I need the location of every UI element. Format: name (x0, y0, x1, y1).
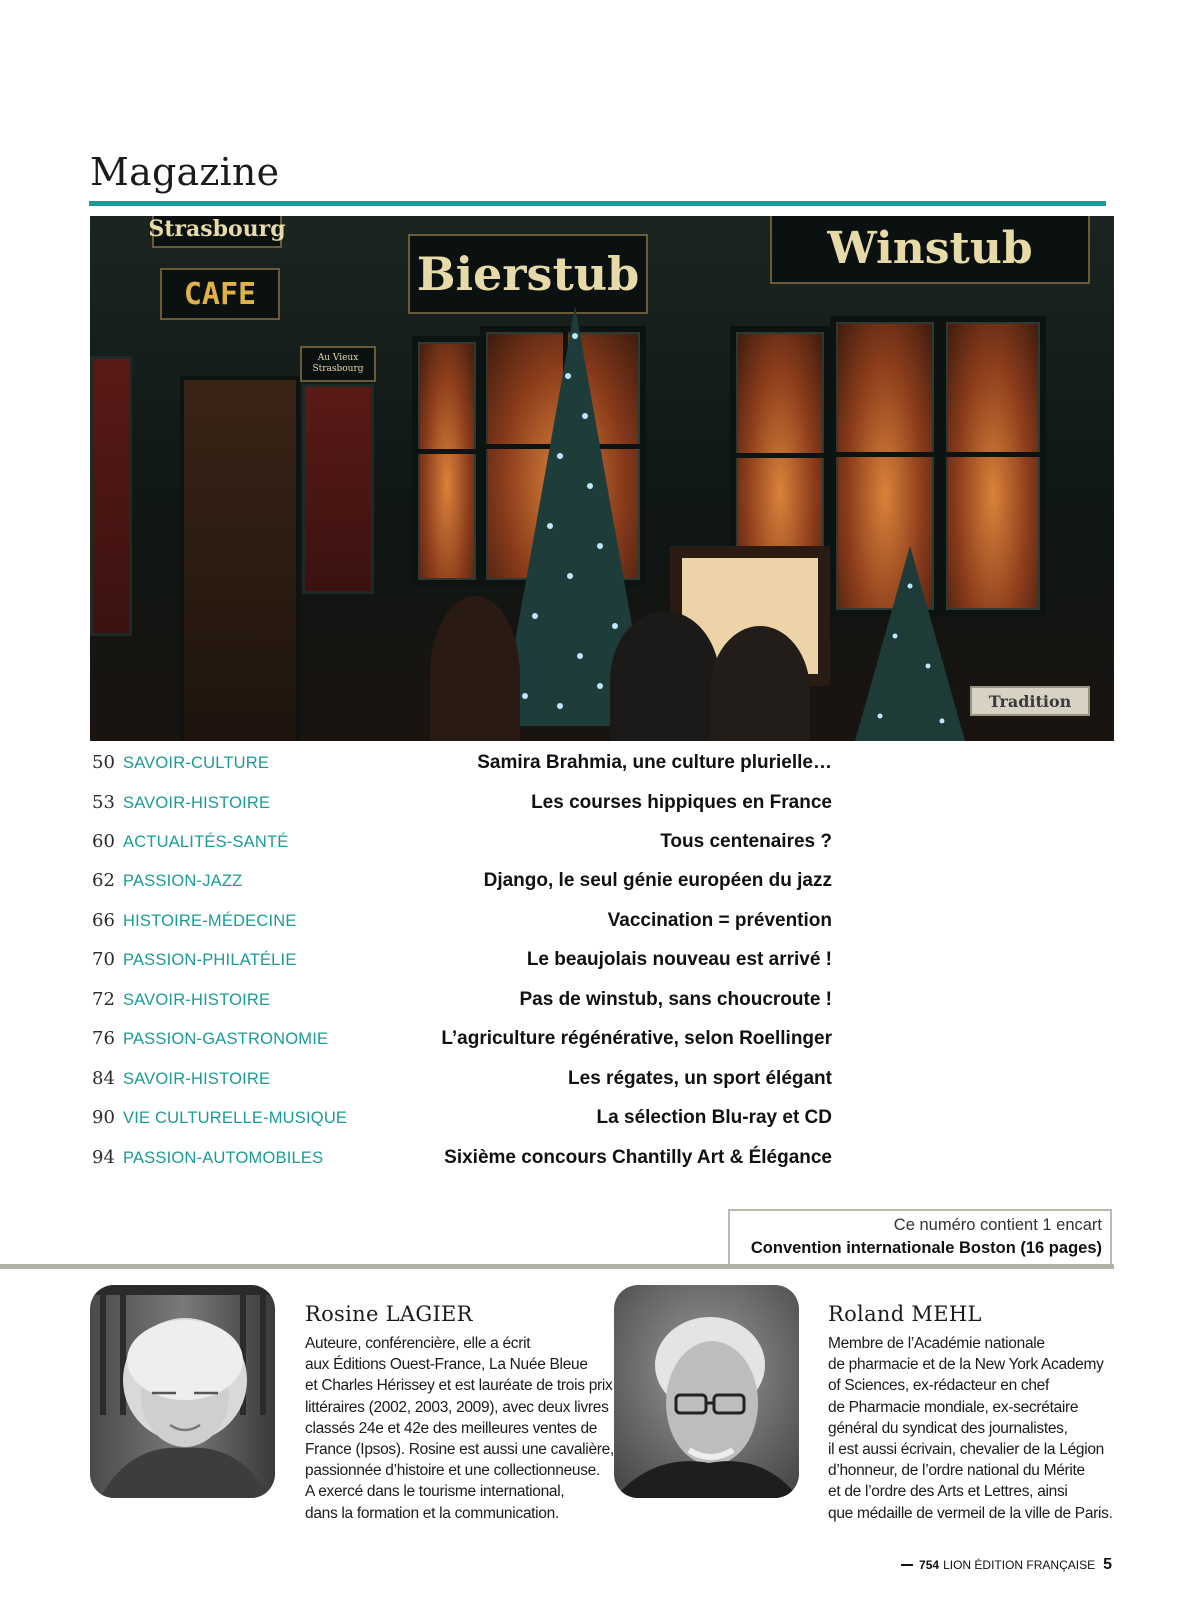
toc-title: Vaccination = prévention (607, 910, 832, 931)
toc-title: Pas de winstub, sans choucroute ! (519, 989, 832, 1010)
sign-small: Au Vieux Strasbourg (300, 346, 376, 382)
toc-category: HISTOIRE-MÉDECINE (123, 912, 297, 930)
footer-page-number: 5 (1103, 1556, 1112, 1573)
toc-page-number: 60 (92, 831, 115, 852)
toc-row[interactable] (92, 870, 832, 900)
author-bio-line: et de l’ordre des Arts et Lettres, ainsi (828, 1483, 1068, 1501)
toc-category: PASSION-PHILATÉLIE (123, 951, 297, 969)
toc-title: Samira Brahmia, une culture plurielle… (477, 752, 832, 773)
toc-title: Les régates, un sport élégant (568, 1068, 832, 1089)
author-bio-line: il est aussi écrivain, chevalier de la Légion (828, 1441, 1104, 1459)
author-bio-line: de pharmacie et de la New York Academy (828, 1356, 1104, 1374)
toc-page-number: 50 (92, 752, 115, 773)
toc-title: Tous centenaires ? (660, 831, 832, 852)
red-panel-ornate (302, 384, 374, 594)
toc-category: SAVOIR-HISTOIRE (123, 1070, 271, 1088)
authors-divider (0, 1264, 1114, 1269)
toc-page-number: 62 (92, 870, 115, 891)
author-bio-line: France (Ipsos). Rosine est aussi une cavalière, (305, 1441, 614, 1459)
toc-category: SAVOIR-HISTOIRE (123, 794, 271, 812)
toc-category: PASSION-GASTRONOMIE (123, 1030, 329, 1048)
sign-bierstub: Bierstub (408, 234, 648, 314)
toc-page-number: 53 (92, 792, 115, 813)
author-name: Rosine LAGIER (305, 1302, 473, 1326)
author-bio-line: d’honneur, de l’ordre national du Mérite (828, 1462, 1085, 1480)
toc-row[interactable] (92, 949, 832, 979)
author-bio-line: littéraires (2002, 2003, 2009), avec deux livres (305, 1398, 609, 1416)
author-bio-line: passionnée d’histoire et une collectionneuse. (305, 1462, 600, 1480)
author-photo-rosine (90, 1285, 275, 1498)
door (180, 376, 300, 741)
section-divider (89, 201, 1106, 206)
toc-category: VIE CULTURELLE-MUSIQUE (123, 1109, 348, 1127)
toc-row[interactable] (92, 792, 832, 822)
cover-photo (90, 216, 1114, 741)
toc-title: Le beaujolais nouveau est arrivé ! (526, 949, 832, 970)
sign-tradition: Tradition (970, 686, 1090, 716)
toc-page-number: 84 (92, 1068, 115, 1089)
toc-row[interactable] (92, 752, 832, 782)
section-title: Magazine (90, 150, 280, 194)
toc-title: Django, le seul génie européen du jazz (483, 870, 832, 891)
insert-notice-line2: Convention internationale Boston (16 pages) (750, 1239, 1102, 1257)
red-panel-left (90, 356, 132, 636)
toc-row[interactable] (92, 831, 832, 861)
author-bio (305, 1333, 614, 1524)
toc-row[interactable] (92, 910, 832, 940)
christmas-tree-small (850, 546, 970, 741)
toc-category: ACTUALITÉS-SANTÉ (123, 833, 289, 851)
author-name: Roland MEHL (828, 1302, 982, 1326)
sign-cafe: CAFE (160, 268, 280, 320)
toc-row[interactable] (92, 989, 832, 1019)
toc-row[interactable] (92, 1147, 832, 1177)
author-bio-line: que médaille de vermeil de la ville de Paris. (828, 1504, 1113, 1522)
author-photo-roland (614, 1285, 799, 1498)
insert-notice (728, 1209, 1112, 1268)
toc-title: La sélection Blu-ray et CD (596, 1107, 832, 1128)
author-bio-line: Auteure, conférencière, elle a écrit (305, 1335, 531, 1352)
author-bio-line: Membre de l’Académie nationale (828, 1335, 1045, 1352)
toc-category: PASSION-JAZZ (123, 872, 243, 890)
toc-row[interactable] (92, 1107, 832, 1137)
footer-publication: LION ÉDITION FRANÇAISE (943, 1558, 1096, 1572)
person-2 (610, 611, 720, 741)
footer-issue-number: 754 (919, 1558, 940, 1572)
author-bio-line: général du syndicat des journalistes, (828, 1419, 1068, 1437)
sign-strasbourg: Strasbourg (152, 216, 282, 248)
page-footer (901, 1556, 1112, 1574)
toc-category: SAVOIR-CULTURE (123, 754, 270, 772)
toc-row[interactable] (92, 1028, 832, 1058)
author-bio-line: et Charles Hérissey et est lauréate de trois prix (305, 1377, 613, 1395)
sign-winstub: Winstub (770, 216, 1090, 284)
author-bio-line: aux Éditions Ouest-France, La Nuée Bleue (305, 1356, 588, 1374)
toc-title: Sixième concours Chantilly Art & Élégance (444, 1147, 832, 1168)
toc-title: Les courses hippiques en France (531, 792, 832, 813)
author-bio (828, 1333, 1113, 1524)
toc-category: PASSION-AUTOMOBILES (123, 1149, 324, 1167)
toc-row[interactable] (92, 1068, 832, 1098)
toc-page-number: 90 (92, 1107, 115, 1128)
footer-dash (901, 1564, 913, 1566)
author-bio-line: A exercé dans le tourisme international, (305, 1483, 565, 1501)
author-bio-line: classés 24e et 42e des meilleures ventes de (305, 1419, 598, 1437)
author-bio-line: of Sciences, ex-rédacteur en chef (828, 1377, 1050, 1395)
author-bio-line: dans la formation et la communication. (305, 1504, 559, 1522)
toc-page-number: 70 (92, 949, 115, 970)
toc-title: L’agriculture régénérative, selon Roellinger (441, 1028, 832, 1049)
window-1 (412, 336, 482, 586)
toc-page-number: 72 (92, 989, 115, 1010)
toc-page-number: 76 (92, 1028, 115, 1049)
toc-category: SAVOIR-HISTOIRE (123, 991, 271, 1009)
toc-page-number: 66 (92, 910, 115, 931)
toc-page-number: 94 (92, 1147, 115, 1168)
insert-notice-line1: Ce numéro contient 1 encart (893, 1216, 1102, 1234)
author-bio-line: de Pharmacie mondiale, ex-secrétaire (828, 1398, 1079, 1416)
